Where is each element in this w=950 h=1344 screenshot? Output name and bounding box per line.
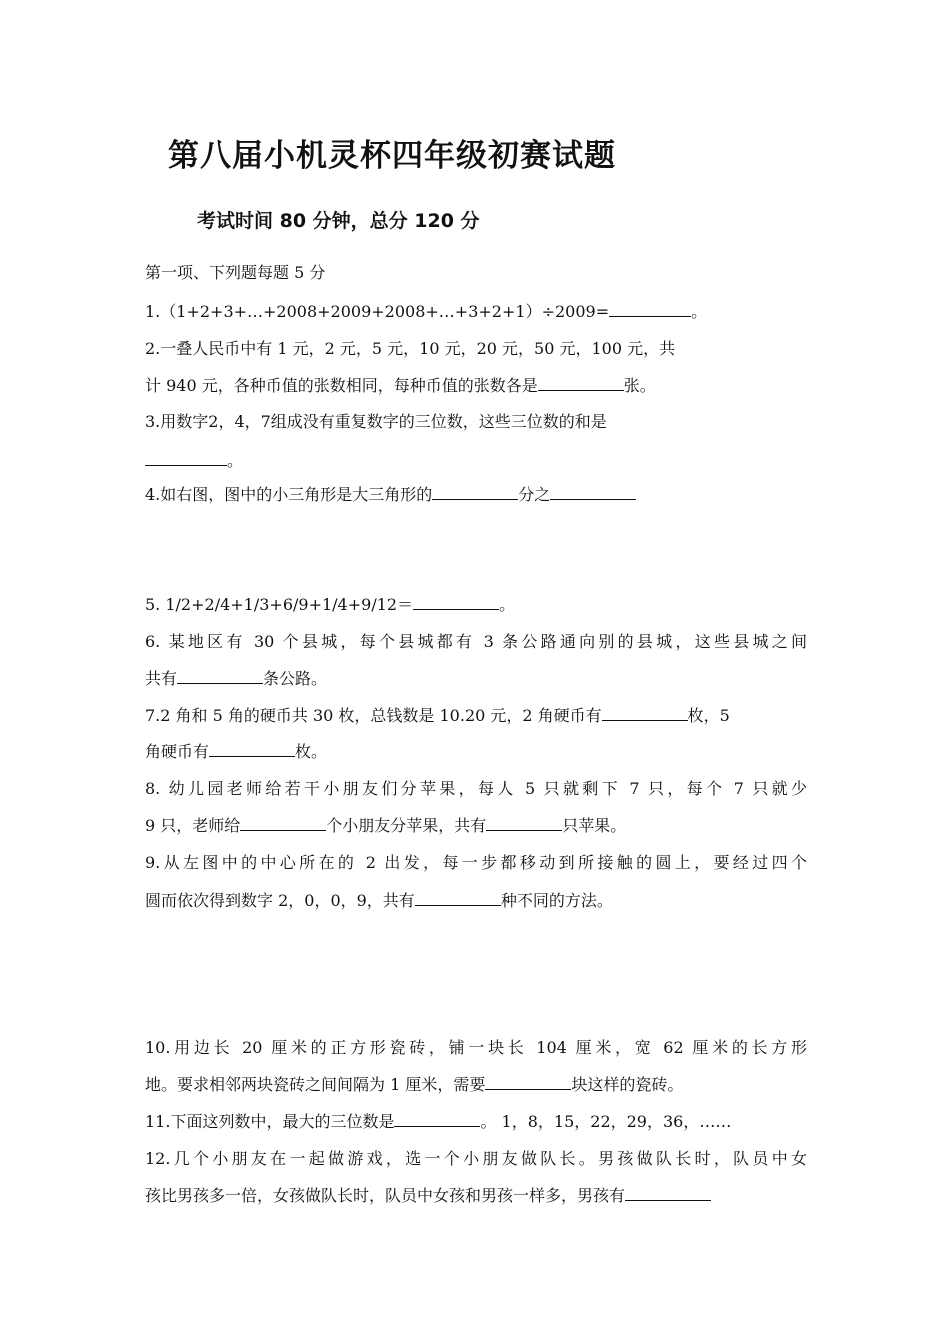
answer-blank bbox=[413, 595, 499, 610]
question-9-line-2 bbox=[145, 891, 613, 911]
answer-blank bbox=[177, 669, 263, 684]
question-4-mid: 分之 bbox=[518, 485, 551, 504]
question-2-line-1: 2.一叠人民币中有 1 元，2 元，5 元，10 元，20 元，50 元，100 元，共 bbox=[145, 339, 676, 358]
question-11-text: 11.下面这列数中，最大的三位数是 bbox=[145, 1112, 395, 1131]
answer-blank bbox=[240, 816, 326, 831]
question-10-line-1: 10.用边长 20 厘米的正方形瓷砖，铺一块长 104 厘米，宽 62 厘米的长方形 bbox=[145, 1038, 807, 1057]
question-1-end: 。 bbox=[691, 302, 708, 321]
question-1 bbox=[145, 302, 707, 322]
question-6-end: 条公路。 bbox=[263, 669, 328, 688]
answer-blank bbox=[209, 742, 295, 757]
question-9-line-1: 9.从左图中的中心所在的 2 出发，每一步都移动到所接触的圆上，要经过四个 bbox=[145, 853, 807, 872]
question-6-text: 共有 bbox=[145, 669, 178, 688]
question-8-line-2 bbox=[145, 816, 626, 836]
question-7-end: 枚。 bbox=[295, 742, 328, 761]
question-11 bbox=[145, 1112, 731, 1132]
question-2-text: 计 940 元，各种币值的张数相同，每种币值的张数各是 bbox=[145, 376, 538, 395]
exam-info: 考试时间 80 分钟，总分 120 分 bbox=[197, 210, 480, 232]
question-9-text: 圆而依次得到数字 2，0，0，9，共有 bbox=[145, 891, 415, 910]
question-6-line-1: 6. 某地区有 30 个县城，每个县城都有 3 条公路通向别的县城，这些县城之间 bbox=[145, 632, 807, 651]
question-7-text-2: 角硬币有 bbox=[145, 742, 210, 761]
question-2-line-2 bbox=[145, 376, 656, 396]
question-3-end: 。 bbox=[227, 451, 244, 470]
answer-blank bbox=[394, 1112, 480, 1127]
question-1-text: 1.（1+2+3+…+2008+2009+2008+…+3+2+1）÷2009= bbox=[145, 302, 610, 321]
page-title: 第八届小机灵杯四年级初赛试题 bbox=[168, 138, 616, 174]
answer-blank bbox=[485, 1075, 571, 1090]
question-8-mid: 个小朋友分苹果，共有 bbox=[326, 816, 487, 835]
question-5-end: 。 bbox=[499, 595, 516, 614]
question-4-text: 4.如右图，图中的小三角形是大三角形的 bbox=[145, 485, 433, 504]
question-3-line-1: 3.用数字2，4，7组成没有重复数字的三位数，这些三位数的和是 bbox=[145, 412, 607, 431]
question-12-line-2 bbox=[145, 1186, 711, 1206]
answer-blank bbox=[538, 376, 624, 391]
question-10-text: 地。要求相邻两块瓷砖之间间隔为 1 厘米，需要 bbox=[145, 1075, 486, 1094]
question-7-line-2 bbox=[145, 742, 327, 762]
question-12-text: 孩比男孩多一倍，女孩做队长时，队员中女孩和男孩一样多，男孩有 bbox=[145, 1186, 626, 1205]
answer-blank bbox=[609, 302, 691, 317]
question-10-end: 块这样的瓷砖。 bbox=[571, 1075, 684, 1094]
question-2-end: 张。 bbox=[623, 376, 656, 395]
answer-blank bbox=[550, 485, 636, 500]
answer-blank bbox=[602, 706, 688, 721]
question-6-line-2 bbox=[145, 669, 327, 689]
answer-blank bbox=[432, 485, 518, 500]
question-8-text: 9 只，老师给 bbox=[145, 816, 241, 835]
question-7-line-1 bbox=[145, 706, 730, 726]
question-5 bbox=[145, 595, 515, 615]
question-9-end: 种不同的方法。 bbox=[500, 891, 613, 910]
question-11-sequence: 。 1，8，15，22，29，36，…… bbox=[480, 1112, 732, 1131]
question-4 bbox=[145, 485, 636, 505]
question-12-line-1: 12.几个小朋友在一起做游戏，选一个小朋友做队长。男孩做队长时，队员中女 bbox=[145, 1149, 807, 1168]
question-8-end: 只苹果。 bbox=[562, 816, 627, 835]
answer-blank bbox=[625, 1186, 711, 1201]
question-5-text: 5. 1/2+2/4+1/3+6/9+1/4+9/12＝ bbox=[145, 595, 414, 614]
question-10-line-2 bbox=[145, 1075, 683, 1095]
question-7-text: 7.2 角和 5 角的硬币共 30 枚，总钱数是 10.20 元，2 角硬币有 bbox=[145, 706, 602, 725]
answer-blank bbox=[486, 816, 562, 831]
question-8-line-1: 8. 幼儿园老师给若干小朋友们分苹果，每人 5 只就剩下 7 只，每个 7 只就少 bbox=[145, 779, 807, 798]
answer-blank bbox=[145, 451, 227, 466]
answer-blank bbox=[415, 891, 501, 906]
section-heading: 第一项、下列题每题 5 分 bbox=[145, 263, 326, 282]
question-7-mid: 枚，5 bbox=[687, 706, 730, 725]
question-3-line-2 bbox=[145, 451, 243, 471]
